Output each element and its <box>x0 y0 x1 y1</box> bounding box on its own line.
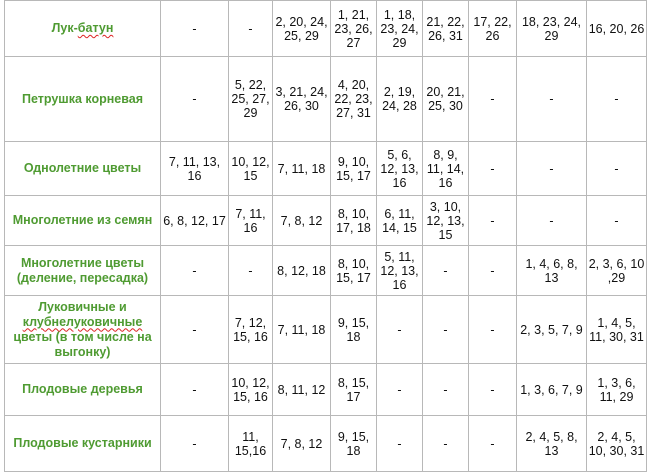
date-cell: 9, 15, 18 <box>331 296 377 364</box>
date-cell: - <box>517 57 587 142</box>
spellcheck-mark: батун <box>77 21 114 35</box>
date-cell: 18, 23, 24, 29 <box>517 1 587 57</box>
date-cell: - <box>161 416 229 472</box>
date-cell: 7, 11, 18 <box>273 142 331 196</box>
date-cell: - <box>469 416 517 472</box>
date-cell: 2, 4, 5, 10, 30, 31 <box>587 416 647 472</box>
date-cell: 1, 4, 6, 8, 13 <box>517 246 587 296</box>
table-row <box>5 364 647 416</box>
date-cell: 7, 12, 15, 16 <box>229 296 273 364</box>
table-row <box>5 196 647 246</box>
date-cell: 17, 22, 26 <box>469 1 517 57</box>
table-row <box>5 142 647 196</box>
date-cell: - <box>469 296 517 364</box>
date-cell: 8, 11, 12 <box>273 364 331 416</box>
table-row <box>5 1 647 57</box>
table-row <box>5 416 647 472</box>
table-row <box>5 57 647 142</box>
date-cell: - <box>469 57 517 142</box>
table-row <box>5 246 647 296</box>
date-cell: - <box>229 1 273 57</box>
date-cell: - <box>423 416 469 472</box>
date-cell: - <box>517 142 587 196</box>
date-cell: 2, 20, 24, 25, 29 <box>273 1 331 57</box>
date-cell: - <box>423 246 469 296</box>
date-cell: 3, 21, 24, 26, 30 <box>273 57 331 142</box>
date-cell: 7, 11, 13, 16 <box>161 142 229 196</box>
date-cell: 6, 11, 14, 15 <box>377 196 423 246</box>
date-cell: 1, 18, 23, 24, 29 <box>377 1 423 57</box>
date-cell: 20, 21, 25, 30 <box>423 57 469 142</box>
date-cell: - <box>161 1 229 57</box>
date-cell: 21, 22, 26, 31 <box>423 1 469 57</box>
crop-name-cell: Петрушка корневая <box>5 57 161 142</box>
date-cell: - <box>161 364 229 416</box>
date-cell: 4, 20, 22, 23, 27, 31 <box>331 57 377 142</box>
date-cell: - <box>377 364 423 416</box>
crop-name-cell: Плодовые кустарники <box>5 416 161 472</box>
date-cell: 1, 21, 23, 26, 27 <box>331 1 377 57</box>
date-cell: 5, 11, 12, 13, 16 <box>377 246 423 296</box>
date-cell: 2, 3, 6, 10 ,29 <box>587 246 647 296</box>
date-cell: - <box>587 142 647 196</box>
spellcheck-mark: клубнелуковичные <box>22 314 143 329</box>
date-cell: 9, 10, 15, 17 <box>331 142 377 196</box>
date-cell: 11, 15,16 <box>229 416 273 472</box>
date-cell: 2, 3, 5, 7, 9 <box>517 296 587 364</box>
date-cell: 9, 15, 18 <box>331 416 377 472</box>
date-cell: 3, 10, 12, 13, 15 <box>423 196 469 246</box>
date-cell: - <box>587 57 647 142</box>
date-cell: - <box>161 57 229 142</box>
crop-name-cell: Многолетние цветы (деление, пересадка) <box>5 246 161 296</box>
date-cell: 1, 3, 6, 7, 9 <box>517 364 587 416</box>
date-cell: - <box>377 296 423 364</box>
date-cell: 6, 8, 12, 17 <box>161 196 229 246</box>
date-cell: - <box>423 296 469 364</box>
date-cell: 7, 8, 12 <box>273 196 331 246</box>
date-cell: 8, 12, 18 <box>273 246 331 296</box>
date-cell: 8, 10, 17, 18 <box>331 196 377 246</box>
date-cell: - <box>469 364 517 416</box>
date-cell: 10, 12, 15 <box>229 142 273 196</box>
date-cell: 5, 22, 25, 27, 29 <box>229 57 273 142</box>
date-cell: - <box>517 196 587 246</box>
table-row <box>5 296 647 364</box>
date-cell: 7, 8, 12 <box>273 416 331 472</box>
crop-name-cell: Плодовые деревья <box>5 364 161 416</box>
date-cell: 5, 6, 12, 13, 16 <box>377 142 423 196</box>
date-cell: 1, 3, 6, 11, 29 <box>587 364 647 416</box>
date-cell: - <box>587 196 647 246</box>
date-cell: - <box>161 296 229 364</box>
date-cell: - <box>469 246 517 296</box>
crop-name-cell: Многолетние из семян <box>5 196 161 246</box>
date-cell: 16, 20, 26 <box>587 1 647 57</box>
date-cell: 2, 4, 5, 8, 13 <box>517 416 587 472</box>
date-cell: 1, 4, 5, 11, 30, 31 <box>587 296 647 364</box>
date-cell: 7, 11, 16 <box>229 196 273 246</box>
date-cell: 8, 9, 11, 14, 16 <box>423 142 469 196</box>
planting-calendar-table <box>4 0 647 472</box>
crop-name-cell: Однолетние цветы <box>5 142 161 196</box>
date-cell: 8, 10, 15, 17 <box>331 246 377 296</box>
date-cell: 2, 19, 24, 28 <box>377 57 423 142</box>
date-cell: - <box>161 246 229 296</box>
crop-name-cell: Лук-батун <box>5 1 161 57</box>
date-cell: - <box>229 246 273 296</box>
date-cell: 8, 15, 17 <box>331 364 377 416</box>
table-body <box>5 1 647 472</box>
date-cell: - <box>423 364 469 416</box>
date-cell: - <box>469 142 517 196</box>
date-cell: - <box>377 416 423 472</box>
crop-name-cell: Луковичные и клубнелуковичные цветы (в том числе на выгонку) <box>5 296 161 364</box>
date-cell: 10, 12, 15, 16 <box>229 364 273 416</box>
date-cell: - <box>469 196 517 246</box>
date-cell: 7, 11, 18 <box>273 296 331 364</box>
